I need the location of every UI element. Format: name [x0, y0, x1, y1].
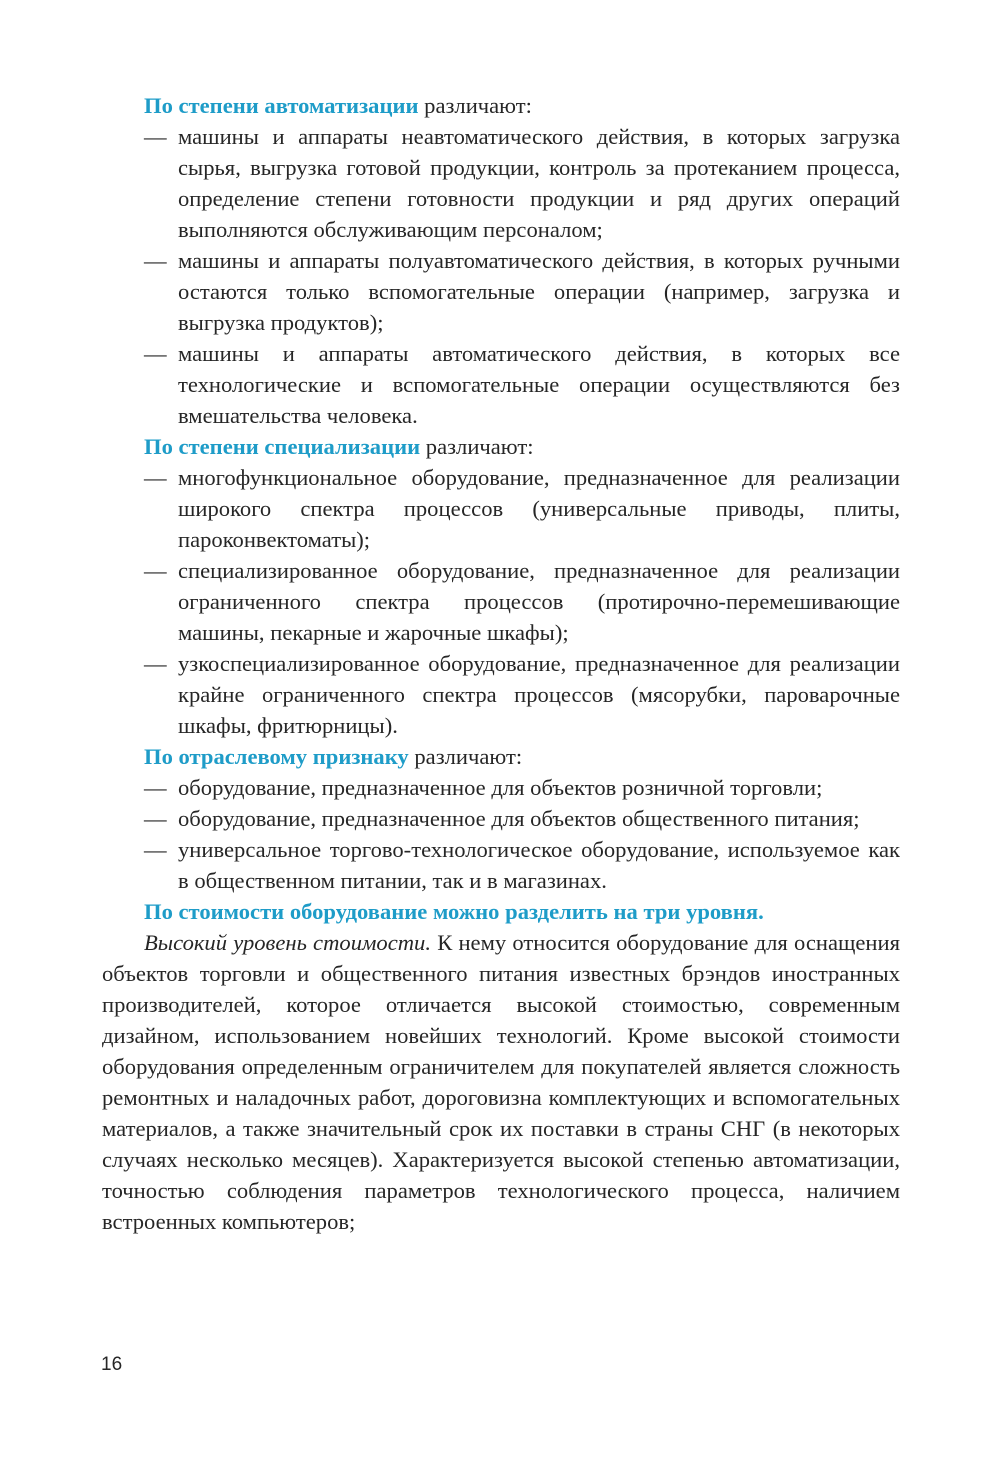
list-item-text: узкоспециализированное оборудование, предназначенное для реализации крайне ограниченного спектра процессов (мясорубки, пароварочные шкафы, фритюрницы).	[178, 651, 900, 738]
section-heading-tail: различают:	[408, 744, 523, 769]
cost-paragraph-text: К нему относится оборудование для оснащения объектов торговли и общественного питания известных брэндов иностранных производителей, которое отличается высокой стоимостью, современным дизайном, использованием новейших технологий. Кроме высокой стоимости оборудования определенным ограничителем для покупателей является сложность ремонтных и наладочных работ, дороговизна комплектующих и вспомогательных материалов, а также значительный срок их поставки в страны СНГ (в некоторых случаях несколько месяцев). Характеризуется высокой степенью автоматизации, точностью соблюдения параметров технологического процесса, наличием встроенных компьютеров;	[102, 930, 900, 1234]
section-heading-tail: различают:	[418, 93, 532, 118]
list-item	[102, 338, 900, 431]
dash-marker: —	[144, 651, 167, 676]
list-item	[102, 462, 900, 555]
section-industry-lead	[102, 741, 900, 772]
page-body	[102, 90, 900, 1237]
dash-marker: —	[144, 775, 167, 800]
list-item	[102, 772, 900, 803]
section-heading: По степени автоматизации	[144, 93, 419, 118]
list-item-text: оборудование, предназначенное для объектов розничной торговли;	[178, 775, 823, 800]
list-item-text: универсальное торгово-технологическое оборудование, используемое как в общественном питании, так и в магазинах.	[178, 837, 900, 893]
list-item	[102, 803, 900, 834]
list-item	[102, 555, 900, 648]
section-heading: По степени специализации	[144, 434, 421, 459]
list-item	[102, 245, 900, 338]
page-number: 16	[101, 1354, 123, 1375]
list-item-text: машины и аппараты автоматического действия, в которых все технологические и вспомогательные операции осуществляются без вмешательства человека.	[178, 341, 900, 428]
list-item	[102, 121, 900, 245]
dash-marker: —	[144, 465, 167, 490]
list-item-text: оборудование, предназначенное для объектов общественного питания;	[178, 806, 860, 831]
cost-paragraph	[102, 927, 900, 1237]
cost-paragraph-lead: Высокий уровень стоимости.	[144, 930, 432, 955]
dash-marker: —	[144, 558, 167, 583]
dash-marker: —	[144, 124, 167, 149]
dash-marker: —	[144, 806, 167, 831]
section-heading: По отраслевому признаку	[144, 744, 409, 769]
list-item-text: машины и аппараты полуавтоматического действия, в которых ручными остаются только вспомогательные операции (например, загрузка и выгрузка продуктов);	[178, 248, 900, 335]
list-item-text: машины и аппараты неавтоматического действия, в которых загрузка сырья, выгрузка готовой продукции, контроль за протеканием процесса, определение степени готовности продукции и ряд других операций выполняются обслуживающим персоналом;	[178, 124, 900, 242]
section-automation-lead	[102, 90, 900, 121]
section-heading-tail: различают:	[420, 434, 534, 459]
dash-marker: —	[144, 248, 167, 273]
dash-marker: —	[144, 837, 167, 862]
dash-marker: —	[144, 341, 167, 366]
cost-heading: По стоимости оборудование можно разделить на три уровня.	[144, 899, 764, 924]
list-item	[102, 834, 900, 896]
cost-heading-line	[102, 896, 900, 927]
list-item-text: специализированное оборудование, предназначенное для реализации ограниченного спектра процессов (протирочно-перемешивающие машины, пекарные и жарочные шкафы);	[178, 558, 900, 645]
list-item-text: многофункциональное оборудование, предназначенное для реализации широкого спектра процессов (универсальные приводы, плиты, пароконвектоматы);	[178, 465, 900, 552]
list-item	[102, 648, 900, 741]
section-specialization-lead	[102, 431, 900, 462]
